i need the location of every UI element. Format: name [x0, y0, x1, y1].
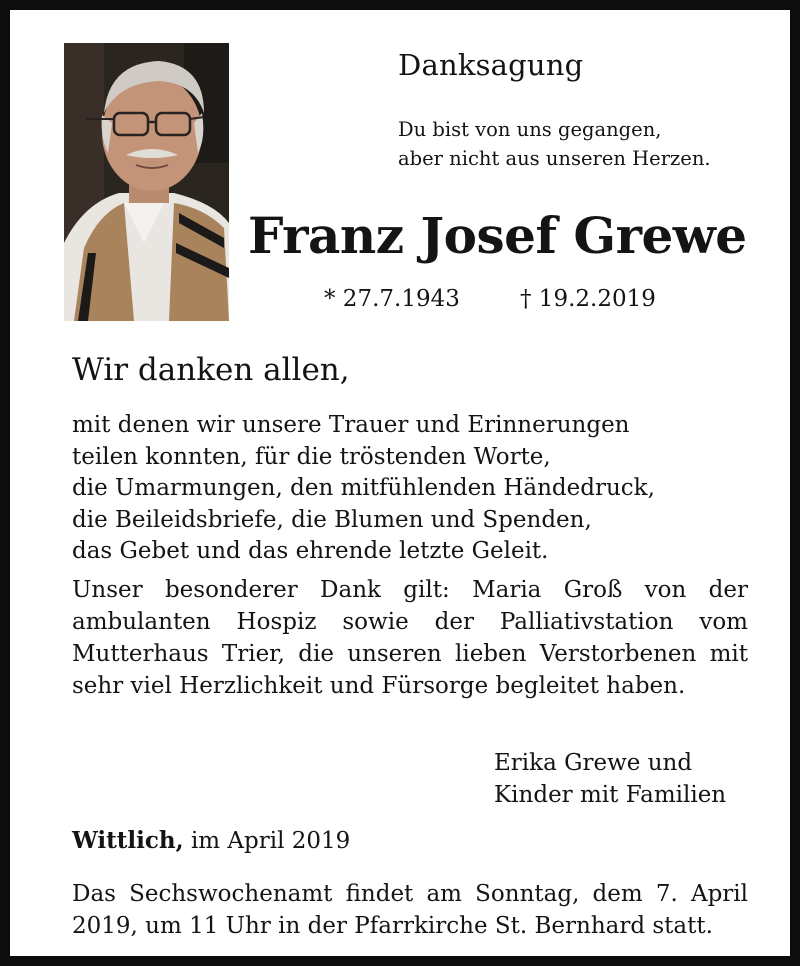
motto-line: Du bist von uns gegangen, — [398, 118, 662, 141]
special-thanks-paragraph: Unser besonderer Dank gilt: Maria Groß von der ambulanten Hospiz sowie der Palliativstation vom Mutterhaus Trier, die unseren lieben Verstorbenen mit sehr viel Herzlichkeit und Fürsorge begleitet haben. — [72, 577, 748, 699]
thanks-title: Wir danken allen, — [72, 352, 350, 388]
motto-line: aber nicht aus unseren Herzen. — [398, 147, 711, 170]
death-date: † 19.2.2019 — [520, 286, 656, 312]
thanks-paragraph — [72, 410, 655, 568]
thanks-line: die Umarmungen, den mitfühlenden Händedruck, — [72, 475, 655, 501]
thanks-line: teilen konnten, für die tröstenden Worte, — [72, 443, 551, 470]
birth-date: * 27.7.1943 — [324, 286, 460, 312]
thanks-line: das Gebet und das ehrende letzte Geleit. — [72, 538, 549, 564]
place: Wittlich, — [72, 827, 184, 854]
service-announcement: Das Sechswochenamt findet am Sonntag, dem 7. April 2019, um 11 Uhr in der Pfarrkirche St. Bernhard statt. — [72, 881, 748, 939]
signatories — [494, 747, 726, 811]
date: im April 2019 — [190, 828, 351, 854]
heading: Danksagung — [398, 48, 584, 82]
place-date — [72, 827, 350, 854]
thanks-line: die Beileidsbriefe, die Blumen und Spenden, — [72, 506, 592, 533]
signatory-line: Kinder mit Familien — [494, 782, 727, 808]
motto — [398, 115, 711, 173]
thanks-line: mit denen wir unsere Trauer und Erinnerungen — [72, 412, 630, 438]
portrait-photo — [64, 43, 229, 321]
portrait-illustration — [64, 43, 229, 321]
signatory-line: Erika Grewe und — [494, 750, 693, 776]
deceased-name: Franz Josef Grewe — [248, 206, 747, 265]
